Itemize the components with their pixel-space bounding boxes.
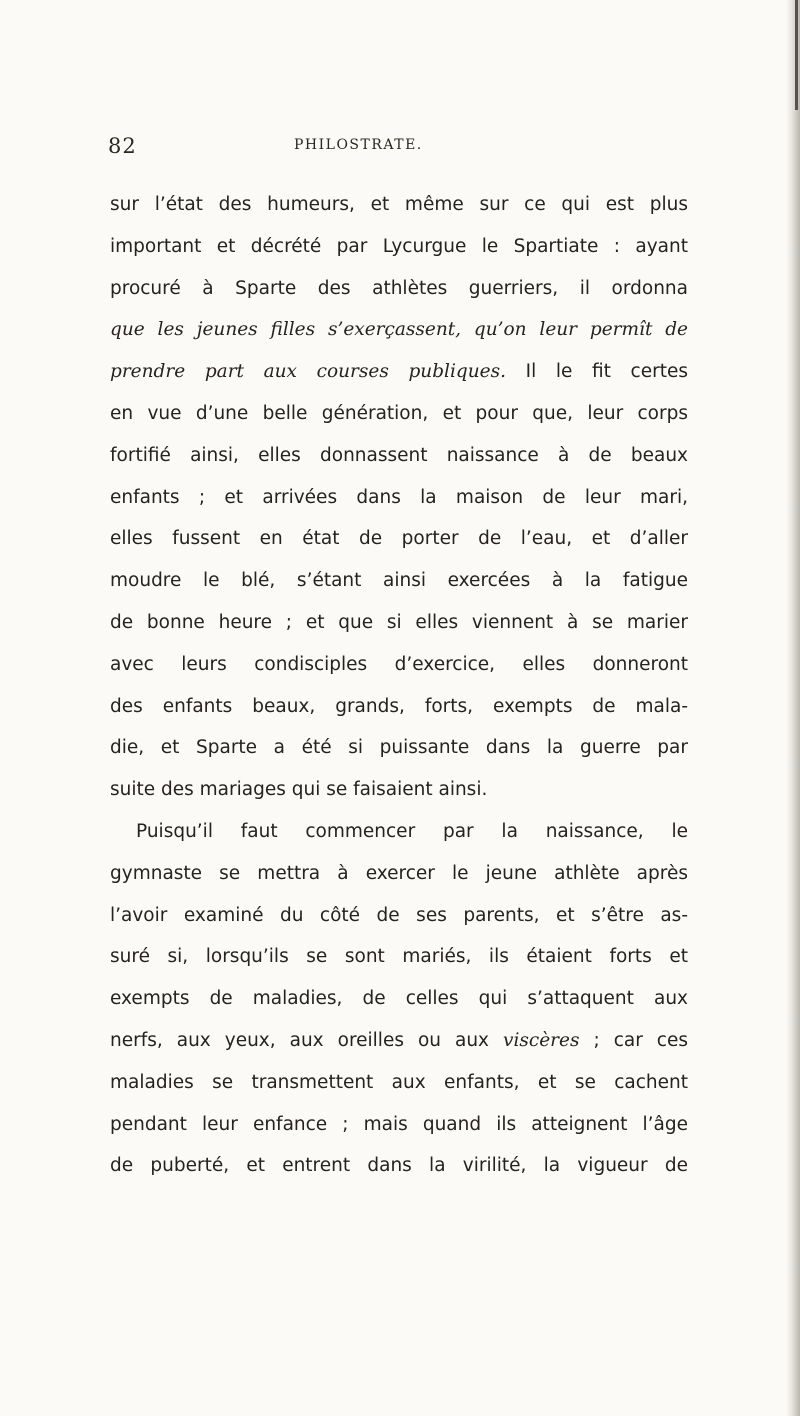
text-line: en vue d’une belle génération, et pour que, leur corps bbox=[110, 402, 688, 424]
body-text bbox=[110, 184, 688, 1187]
running-head bbox=[0, 134, 800, 164]
text-line: die, et Sparte a été si puissante dans la guerre par bbox=[110, 737, 688, 759]
text-line-mixed bbox=[110, 1020, 688, 1062]
roman-text: ; car ces bbox=[579, 1029, 688, 1051]
text-line: de puberté, et entrent dans la virilité, la vigueur de bbox=[110, 1155, 688, 1177]
text-line: suite des mariages qui se faisaient ainsi. bbox=[110, 779, 488, 801]
running-title: PHILOSTRATE. bbox=[294, 137, 423, 153]
italic-text: que les jeunes filles s’exerçassent, qu’on leur permît de bbox=[110, 319, 688, 341]
text-line: enfants ; et arrivées dans la maison de leur mari, bbox=[110, 486, 688, 508]
text-line: avec leurs condisciples d’exercice, elles donneront bbox=[110, 653, 688, 675]
text-line: procuré à Sparte des athlètes guerriers, il ordonna bbox=[110, 277, 688, 299]
text-line: maladies se transmettent aux enfants, et se cachent bbox=[110, 1071, 688, 1093]
text-line: pendant leur enfance ; mais quand ils atteignent l’âge bbox=[110, 1113, 688, 1135]
text-line: exempts de maladies, de celles qui s’attaquent aux bbox=[110, 988, 688, 1010]
text-line-paragraph-start: Puisqu’il faut commencer par la naissance, le bbox=[136, 820, 688, 842]
text-line: de bonne heure ; et que si elles viennent à se marier bbox=[110, 611, 688, 633]
page-edge-shadow bbox=[786, 0, 800, 1416]
text-line: elles fussent en état de porter de l’eau, et d’aller bbox=[110, 528, 688, 550]
roman-text: nerfs, aux yeux, aux oreilles ou aux bbox=[110, 1029, 503, 1051]
text-line: moudre le blé, s’étant ainsi exercées à la fatigue bbox=[110, 570, 688, 592]
text-line-mixed bbox=[110, 351, 688, 393]
text-line: gymnaste se mettra à exercer le jeune athlète après bbox=[110, 862, 688, 884]
text-line: fortifié ainsi, elles donnassent naissance à de beaux bbox=[110, 444, 688, 466]
italic-text: prendre part aux courses publiques. bbox=[110, 361, 506, 383]
italic-text: viscères bbox=[503, 1029, 580, 1051]
text-line: sur l’état des humeurs, et même sur ce qui est plus bbox=[110, 194, 688, 215]
text-line: important et décrété par Lycurgue le Spartiate : ayant bbox=[110, 235, 688, 257]
text-line-italic bbox=[110, 309, 688, 351]
roman-text: Il le fit certes bbox=[505, 361, 688, 383]
text-line: suré si, lorsqu’ils se sont mariés, ils étaient forts et bbox=[110, 946, 688, 968]
page-number: 82 bbox=[108, 134, 137, 158]
text-line: des enfants beaux, grands, forts, exempts de mala- bbox=[110, 695, 688, 717]
text-line: l’avoir examiné du côté de ses parents, et s’être as- bbox=[110, 904, 688, 926]
page-edge-mark bbox=[795, 0, 798, 110]
